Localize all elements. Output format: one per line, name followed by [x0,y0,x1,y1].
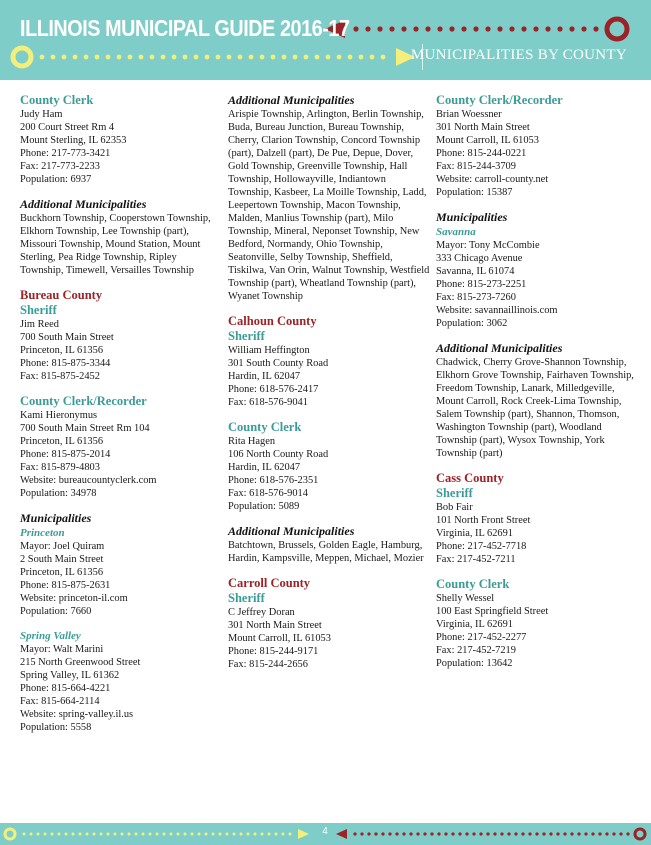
page-title: ILLINOIS MUNICIPAL GUIDE 2016-17 [20,15,350,41]
contact-line: 301 North Main Street [228,620,322,631]
office-heading: County Clerk/Recorder [436,93,563,107]
directory-entry [436,93,641,199]
contact-line: 100 East Springfield Street [436,606,549,617]
contact-line: Fax: 815-879-4803 [20,462,100,473]
contact-line: Mount Carroll, IL 61053 [436,135,539,146]
contact-line: Hardin, IL 62047 [228,462,301,473]
directory-entry [436,210,641,330]
contact-line: Population: 6937 [20,174,92,185]
contact-line: Phone: 815-875-2631 [20,580,111,591]
column-1 [20,93,220,745]
contact-line: Fax: 815-273-7260 [436,292,516,303]
contact-line: William Heffington [228,345,310,356]
contact-line: Phone: 815-875-2014 [20,449,111,460]
contact-line: Website: savannaillinois.com [436,305,558,316]
contact-line: Savanna, IL 61074 [436,266,515,277]
contact-line: 333 Chicago Avenue [436,253,523,264]
contact-line: Phone: 815-244-9171 [228,646,319,657]
office-heading: County Clerk/Recorder [20,394,147,408]
directory-entry [20,394,220,500]
contact-line: 200 Court Street Rm 4 [20,122,115,133]
column-2 [228,93,430,682]
contact-line: 106 North County Road [228,449,329,460]
contact-line: Hardin, IL 62047 [228,371,301,382]
contact-line: Mount Carroll, IL 61053 [228,633,331,644]
contact-line: Phone: 815-875-3344 [20,358,111,369]
contact-line: Phone: 618-576-2351 [228,475,319,486]
contact-line: 700 South Main Street [20,332,114,343]
contact-line: Judy Ham [20,109,63,120]
contact-line: Website: princeton-il.com [20,593,128,604]
contact-line: Fax: 618-576-9041 [228,397,308,408]
contact-line: Fax: 815-244-2656 [228,659,308,670]
contact-line: Population: 13642 [436,658,513,669]
contact-line: Fax: 217-773-2233 [20,161,100,172]
ring-icon [5,829,15,839]
contact-line: Fax: 618-576-9014 [228,488,308,499]
contact-line: Phone: 217-452-2277 [436,632,527,643]
column-3 [436,93,641,681]
contact-line: Rita Hagen [228,436,276,447]
municipality-list: Chadwick, Cherry Grove-Shannon Township, Elkhorn Grove Township, Fairhaven Township, Freedom Township, Lanark, Milledgeville, Mount Carroll, Rock Creek-Lima Township, Salem Township (part), Shannon, Thomson, Washington Township (part), Woodland Township (part), Wysox Township, York Township (part) [436,357,634,459]
contact-line: Princeton, IL 61356 [20,436,104,447]
contact-line: Population: 3062 [436,318,508,329]
footer-dotted-rule-left [23,833,292,836]
office-heading: County Clerk [20,93,94,107]
directory-entry [20,93,220,186]
contact-line: Virginia, IL 62691 [436,528,514,539]
contact-line: Website: carroll-county.net [436,174,549,185]
municipalities-heading: Additional Municipalities [20,197,147,211]
ring-icon [635,829,645,839]
directory-entry [20,511,220,618]
contact-line: Kami Hieronymus [20,410,98,421]
contact-line: Mayor: Joel Quiram [20,541,105,552]
contact-line: Mayor: Tony McCombie [436,240,540,251]
contact-line: Mayor: Walt Marini [20,644,104,655]
page-number: 4 [322,826,328,837]
section-title: MUNICIPALITIES BY COUNTY [410,47,627,63]
office-heading: County Clerk [436,577,510,591]
directory-entry [228,420,430,513]
directory-entry [228,314,430,409]
contact-line: Jim Reed [20,319,59,330]
contact-line: Phone: 217-773-3421 [20,148,111,159]
contact-line: Website: bureaucountyclerk.com [20,475,157,486]
municipalities-heading: Municipalities [436,210,508,224]
directory-entry [20,629,220,734]
municipality-list: Arispie Township, Arlington, Berlin Township, Buda, Bureau Junction, Bureau Township, Cherry, Clarion Township, Concord Township (part), Dalzell (part), De Pue, Depue, Dover, Gold Township, Greenville Township, Hall Township, Hollowayville, Indiantown Township, Kasbeer, La Moille Township, Ladd, Leepertown Township, Macon Township, Malden, Manlius Township (part), Milo Township, Mineral, Neponset Township, New Bedford, Normandy, Ohio Township, Seatonville, Selby Township, Sheffield, Tiskilwa, Van Orin, Walnut Township, Westfield Township (part), Wheatland Township (part), Wyanet Township [228,109,430,302]
contact-line: Population: 34978 [20,488,97,499]
contact-line: Princeton, IL 61356 [20,567,104,578]
contact-line: Population: 7660 [20,606,92,617]
ring-icon [13,48,31,66]
right-arrow-icon [298,829,309,839]
contact-line: 101 North Front Street [436,515,531,526]
directory-entry [436,577,641,670]
municipalities-heading: Additional Municipalities [436,341,563,355]
directory-entry [228,576,430,671]
municipality-name: Savanna [436,226,476,238]
contact-line: 700 South Main Street Rm 104 [20,423,150,434]
contact-line: Fax: 217-452-7211 [436,554,516,565]
contact-line: Fax: 815-664-2114 [20,696,100,707]
directory-entry [228,524,430,565]
contact-line: Phone: 217-452-7718 [436,541,527,552]
ring-icon [607,19,627,39]
contact-line: Population: 5089 [228,501,300,512]
directory-entry [20,197,220,277]
contact-line: Population: 5558 [20,722,92,733]
footer-dotted-rule-right [353,832,629,835]
directory-entry [436,341,641,460]
county-heading: Calhoun County [228,314,317,328]
contact-line: Population: 15387 [436,187,513,198]
contact-line: Fax: 815-875-2452 [20,371,100,382]
contact-line: C Jeffrey Doran [228,607,295,618]
office-heading: Sheriff [228,329,265,343]
municipality-name: Spring Valley [20,630,81,642]
contact-line: Shelly Wessel [436,593,495,604]
contact-line: Phone: 815-244-0221 [436,148,527,159]
municipalities-heading: Additional Municipalities [228,524,355,538]
dotted-rule-top [353,26,598,31]
municipality-list: Batchtown, Brussels, Golden Eagle, Hamburg, Hardin, Kampsville, Meppen, Michael, Mozier [228,540,424,564]
office-heading: Sheriff [436,486,473,500]
contact-line: Bob Fair [436,502,473,513]
municipality-name: Princeton [20,527,65,539]
municipality-list: Buckhorn Township, Cooperstown Township, Elkhorn Township, Lee Township (part), Missouri Township, Mound Station, Mount Sterling, Pea Ridge Township, Ripley Township, Timewell, Versailles Township [20,213,211,276]
directory-entry [228,93,430,303]
contact-line: Fax: 217-452-7219 [436,645,516,656]
office-heading: Sheriff [20,303,57,317]
contact-line: Virginia, IL 62691 [436,619,514,630]
dotted-rule-bottom [40,55,386,60]
county-heading: Carroll County [228,576,311,590]
municipalities-heading: Municipalities [20,511,92,525]
contact-line: 215 North Greenwood Street [20,657,141,668]
county-heading: Bureau County [20,288,103,302]
contact-line: 2 South Main Street [20,554,104,565]
directory-entry [20,288,220,383]
county-heading: Cass County [436,471,504,485]
contact-line: Princeton, IL 61356 [20,345,104,356]
office-heading: County Clerk [228,420,302,434]
office-heading: Sheriff [228,591,265,605]
contact-line: Spring Valley, IL 61362 [20,670,120,681]
municipalities-heading: Additional Municipalities [228,93,355,107]
contact-line: Brian Woessner [436,109,502,120]
contact-line: Phone: 815-664-4221 [20,683,111,694]
contact-line: 301 South County Road [228,358,329,369]
contact-line: Phone: 815-273-2251 [436,279,527,290]
contact-line: Website: spring-valley.il.us [20,709,134,720]
contact-line: Phone: 618-576-2417 [228,384,319,395]
left-arrow-icon [336,829,347,839]
contact-line: 301 North Main Street [436,122,530,133]
contact-line: Fax: 815-244-3709 [436,161,516,172]
contact-line: Mount Sterling, IL 62353 [20,135,127,146]
directory-entry [436,471,641,566]
